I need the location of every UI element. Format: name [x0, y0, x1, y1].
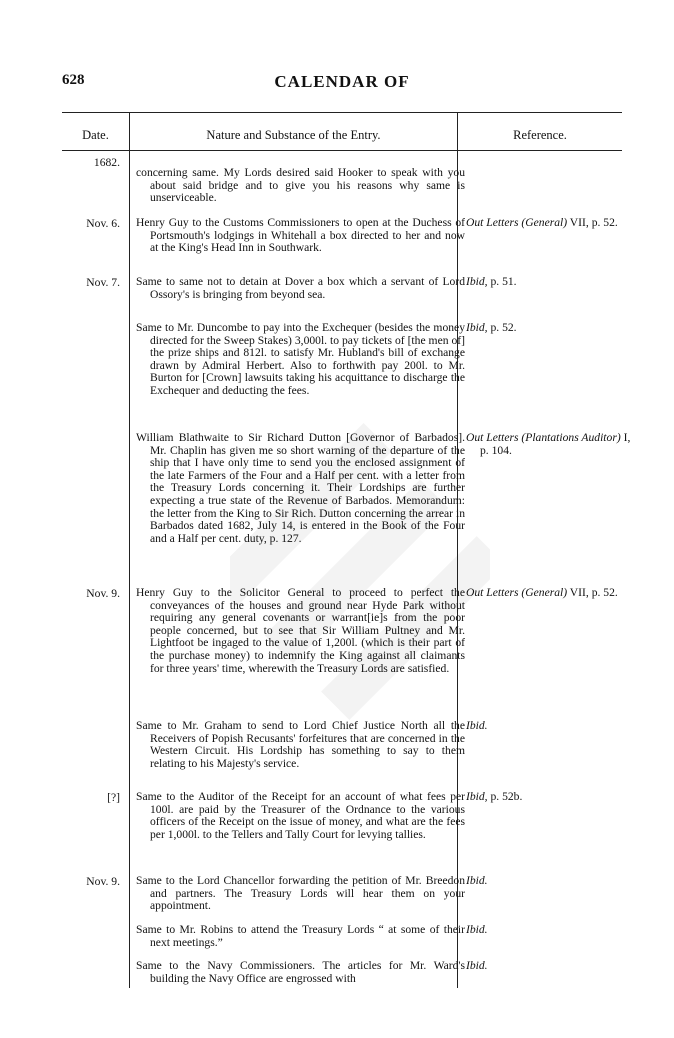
reference-page: p. 52b.	[487, 790, 523, 803]
reference-source: Out Letters (General)	[466, 586, 568, 599]
reference-source: Out Letters (General)	[466, 216, 568, 229]
entry-reference	[466, 276, 632, 289]
header-bottom-rule	[62, 150, 622, 151]
entry-reference	[466, 960, 632, 973]
entry-reference	[466, 432, 632, 457]
reference-source: Ibid,	[466, 321, 488, 334]
entry-date: 1682.	[93, 156, 120, 169]
table-top-rule	[62, 112, 622, 113]
entry-reference	[466, 875, 632, 888]
column-header-date: Date.	[82, 128, 109, 142]
page-header	[62, 72, 622, 96]
reference-source: Ibid.	[466, 959, 488, 972]
reference-page: VII, p. 52.	[567, 216, 618, 229]
entry-nature: Same to Mr. Graham to send to Lord Chief Justice North all the Receivers of Popish Recusants' forfeitures that are concerned in the Western Circuit. His Lordship has something to say to them relating to his Majesty's service.	[136, 719, 465, 770]
entry-date: Nov. 9.	[86, 875, 120, 888]
entry-reference	[466, 791, 632, 804]
entry-reference	[466, 322, 632, 335]
entry-nature: Same to same not to detain at Dover a box which a servant of Lord Ossory's is bringing from beyond sea.	[136, 275, 465, 301]
entry-nature: Same to the Auditor of the Receipt for an account of what fees per 100l. are paid by the Treasurer of the Ordnance to the various officers of the Receipt on the issue of money, and what are the fees per 1,000l. to the Tellers and Tally Court for levying tallies.	[136, 790, 465, 841]
reference-source: Ibid,	[466, 275, 488, 288]
entry-date: Nov. 9.	[86, 587, 120, 600]
reference-page: VII, p. 52.	[567, 586, 618, 599]
entry-reference	[466, 217, 632, 230]
entry-nature: Henry Guy to the Customs Commissioners to open at the Duchess of Portsmouth's lodgings in Whitehall a box directed to her and now at the King's Head Inn in Southwark.	[136, 216, 465, 255]
entry-nature: Henry Guy to the Solicitor General to proceed to perfect the conveyances of the houses and ground near Hyde Park without requiring any general covenants or warrant[ie]s from the poor people concerned, but to see that Sir William Pultney and Mr. Lightfoot be ingaged to the value of 1,200l. (which is their part of the purchase money) to indemnify the King against all claimants for three years' time, wherewith the Treasury Lords are satisfied.	[136, 586, 465, 675]
entry-nature: Same to the Navy Commissioners. The articles for Mr. Ward's building the Navy Office are engrossed with	[136, 959, 465, 985]
reference-source: Ibid.	[466, 923, 488, 936]
entry-nature: Same to Mr. Duncombe to pay into the Exchequer (besides the money directed for the Sweep Stakes) 3,000l. to pay tickets of [the men of] the prize ships and 812l. to satisfy Mr. Hubland's bill of exchange drawn by Admiral Herbert. Also to forthwith pay 200l. to Mr. Burton for [Crown] lawsuits taking his acquittance to discharge the Exchequer and deducting the fees.	[136, 321, 465, 397]
reference-source: Ibid,	[466, 790, 488, 803]
page-number: 628	[62, 72, 85, 88]
entry-nature: concerning same. My Lords desired said Hooker to speak with you about said bridge and to give you his reasons why same is unserviceable.	[136, 166, 465, 205]
reference-page: p. 51.	[487, 275, 517, 288]
reference-source: Out Letters (Plantations Auditor)	[466, 431, 621, 444]
entry-date: Nov. 6.	[86, 217, 120, 230]
reference-source: Ibid.	[466, 874, 488, 887]
entry-nature: William Blathwaite to Sir Richard Dutton [Governor of Barbados]. Mr. Chaplin has given me so short warning of the departure of the ship that I have only time to send you the enclosed assignment of the late Farmers of the Four and a Half per cent. with a letter from the Treasury Lords concerning it. Their Lordships are further expecting a true state of the Revenue of Barbados. Memorandum: the letter from the King to Sir Rich. Dutton concerning the arrear in Barbados dated 1682, July 14, is entered in the Book of the Four and a Half per cent. duty, p. 127.	[136, 431, 465, 545]
entry-date: Nov. 7.	[86, 276, 120, 289]
entry-date: [?]	[107, 791, 120, 804]
entry-nature: Same to the Lord Chancellor forwarding the petition of Mr. Breedon and partners. The Treasury Lords will hear them on your appointment.	[136, 874, 465, 913]
column-header-reference: Reference.	[513, 128, 567, 142]
column-header-nature: Nature and Substance of the Entry.	[206, 128, 381, 142]
entry-reference	[466, 587, 632, 600]
reference-source: Ibid.	[466, 719, 488, 732]
entry-nature: Same to Mr. Robins to attend the Treasury Lords “ at some of their next meetings.”	[136, 923, 465, 949]
running-title: CALENDAR OF	[274, 72, 410, 91]
entry-reference	[466, 924, 632, 937]
reference-page: I, p. 104.	[480, 431, 631, 457]
entry-reference	[466, 720, 632, 733]
reference-page: p. 52.	[487, 321, 517, 334]
column-divider-1	[129, 112, 130, 988]
